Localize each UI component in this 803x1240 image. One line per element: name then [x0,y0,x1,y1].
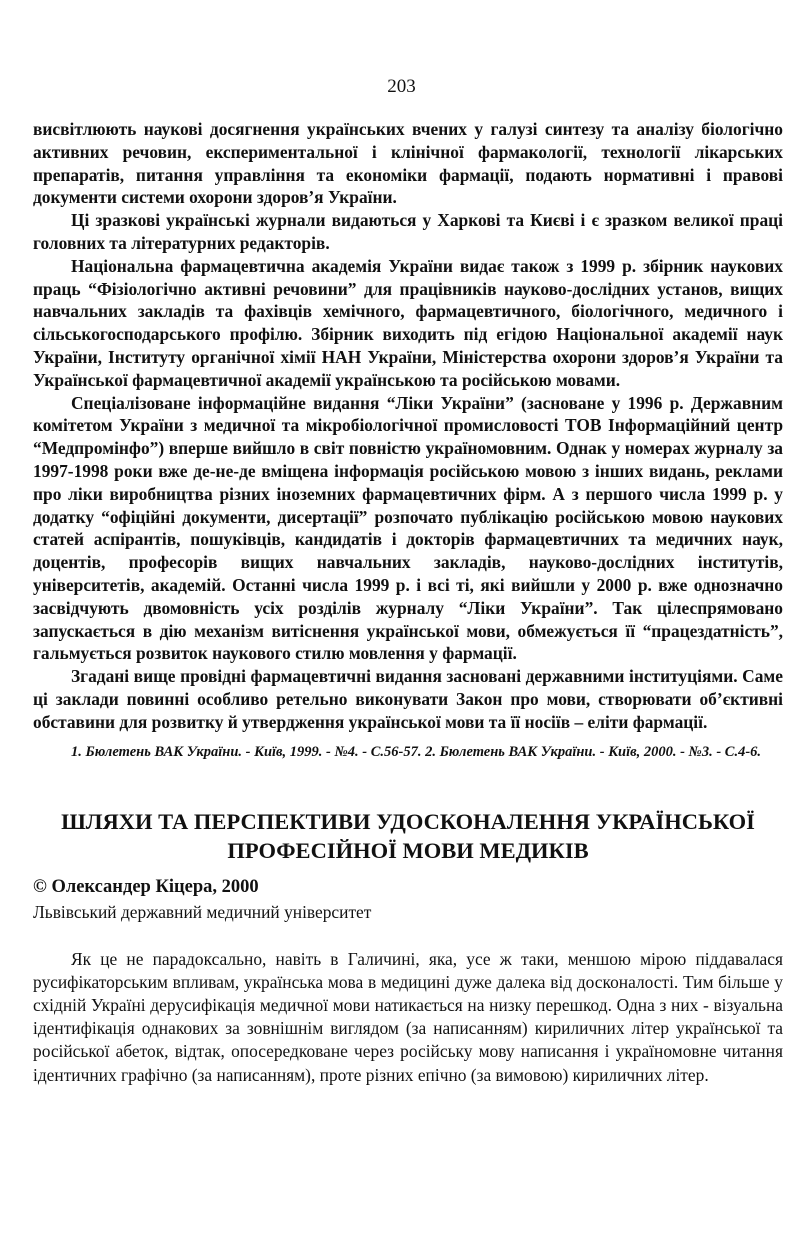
article-title-line: ШЛЯХИ ТА ПЕРСПЕКТИВИ УДОСКОНАЛЕННЯ УКРАЇНСЬКОЇ [61,808,755,834]
page-body [33,118,783,1087]
article-continuation [33,118,783,763]
paragraph: висвітлюють наукові досягнення українських вчених у галузі синтезу та аналізу біологічно активних речовин, експериментальної і клінічної фармакології, технології лікарських препаратів, питання управління та економіки фармації, подають нормативні і правові документи системи охорони здоров’я України. [33,119,783,208]
paragraph: Як це не парадоксально, навіть в Галичині, яка, усе ж таки, меншою мірою піддавалася русифікаторським впливам, українська мова в медицині дуже далека від досконалості. Тим більше у східній Україні дерусифікація медичної мови натикається на низку перешкод. Одна з них - візуальна ідентифікація однакових за зовнішнім виглядом (за написанням) кириличних літер української та російської абеток, відтак, опосередковане через російську мову написання і україномовне читання ідентичних графічно (за написанням), проте різних епічно (за вимовою) кириличних літер. [33,948,783,1085]
page-number: 203 [387,76,416,97]
article-title-line: ПРОФЕСІЙНОЇ МОВИ МЕДИКІВ [227,837,589,863]
author: © Олександер Кіцера, 2000 [33,876,259,897]
paragraph: Згадані вище провідні фармацевтичні видання засновані державними інституціями. Саме ці заклади повинні особливо ретельно виконувати Закон про мови, створювати об’єктивні обставини для розвитку й утвердження української мови та її носіїв – еліти фармації. [33,666,783,732]
affiliation: Львівський державний медичний університет [33,901,372,922]
paragraph: Спеціалізоване інформаційне видання “Ліки України” (засноване у 1996 р. Державним комітетом України з медичної та мікробіологічної промисловості ТОВ Інформаційний центр “Медпромінфо”) вперше вийшло в світ повністю україномовним. Однак у номерах журналу за 1997-1998 роки вже де-не-де вміщена інформація російською мовою з інших видань, реклами про ліки виробництва різних іноземних фармацевтичних фірм. А з першого числа 1999 р. у додатку “офіційні документи, дисертації” розпочато публікацію російською мовою наукових статей аспірантів, пошуківців, кандидатів і докторів фармацевтичних та медичних наук, доцентів, професорів вищих навчальних закладів, науково-дослідних інститутів, університетів, академій. Останні числа 1999 р. і всі ті, які вийшли у 2000 р. вже однозначно засвідчують двомовність усіх розділів журналу “Ліки України”. Так цілеспрямовано запускається в дію механізм витіснення української мови, обмежується її “працездатність”, гальмується розвиток наукового стилю мовлення у фармації. [33,392,783,664]
article-title [33,807,783,865]
paragraph: Національна фармацевтична академія України видає також з 1999 р. збірник наукових праць “Фізіологічно активні речовини” для працівників науково-дослідних установ, вищих навчальних закладів та фахівців хемічного, фармацевтичного, біологічного, медичного і сільськогосподарського профілю. Збірник виходить під егідою Національної академії наук України, Інституту органічної хімії НАН України, Міністерства охорони здоров’я України та Української фармацевтичної академії українською та російською мовами. [33,255,783,390]
paragraph: Ці зразкові українські журнали видаються у Харкові та Києві і є зразком великої праці головних та літературних редакторів. [33,210,783,253]
references: 1. Бюлетень ВАК України. - Київ, 1999. - №4. - С.56-57. 2. Бюлетень ВАК України. - Київ, 2000. - №3. - С.4-6. [71,743,762,760]
article-body [33,948,783,1087]
